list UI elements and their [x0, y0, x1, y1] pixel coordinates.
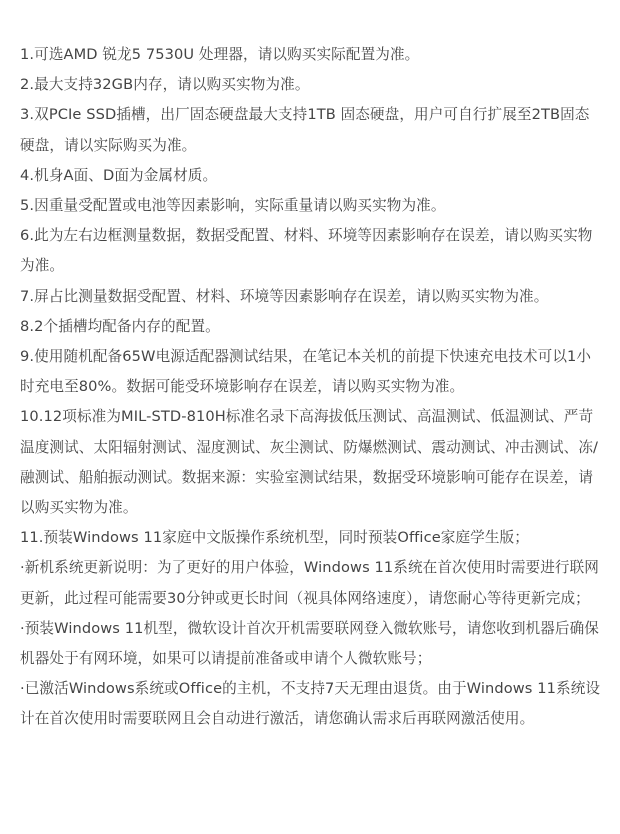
- note-activation-return-policy: ·已激活Windows系统或Office的主机，不支持7天无理由退货。由于Windows 11系统设计在首次使用时需要联网且会自动进行激活，请您确认需求后再联网激活使用。: [20, 680, 601, 728]
- note-7-screen-ratio: 7.屏占比测量数据受配置、材料、环境等因素影响存在误差，请以购买实物为准。: [20, 287, 549, 305]
- note-3-ssd-slots: 3.双PCIe SSD插槽，出厂固态硬盘最大支持1TB 固态硬盘，用户可自行扩展至2TB固态硬盘，请以实际购买为准。: [20, 106, 590, 154]
- note-11-preinstalled-os: 11.预装Windows 11家庭中文版操作系统机型，同时预装Office家庭学生版；: [20, 529, 529, 547]
- note-9-fast-charging: 9.使用随机配备65W电源适配器测试结果，在笔记本关机的前提下快速充电技术可以1小时充电至80%。数据可能受环境影响存在误差，请以购买实物为准。: [20, 348, 592, 396]
- note-10-mil-std-tests: 10.12项标准为MIL-STD-810H标准名录下高海拔低压测试、高温测试、低温测试、严苛温度测试、太阳辐射测试、湿度测试、灰尘测试、防爆燃测试、震动测试、冲击测试、冻/融测试、船舶振动测试。数据来源：实验室测试结果，数据受环境影响可能存在误差，请以购买实物为准。: [20, 408, 599, 517]
- note-1-processor: 1.可选AMD 锐龙5 7530U 处理器，请以购买实际配置为准。: [20, 46, 420, 63]
- note-8-memory-slots: 8.2个插槽均配备内存的配置。: [20, 317, 220, 335]
- note-6-bezel-measurement: 6.此为左右边框测量数据，数据受配置、材料、环境等因素影响存在误差，请以购买实物为准。: [20, 227, 593, 275]
- note-microsoft-account: ·预装Windows 11机型，微软设计首次开机需要联网登入微软账号，请您收到机器后确保机器处于有网环境，如果可以请提前准备或申请个人微软账号；: [20, 619, 599, 668]
- note-5-weight: 5.因重量受配置或电池等因素影响，实际重量请以购买实物为准。: [20, 197, 446, 215]
- note-2-memory: 2.最大支持32GB内存，请以购买实物为准。: [20, 76, 310, 94]
- note-4-chassis-material: 4.机身A面、D面为金属材质。: [20, 166, 218, 184]
- note-system-update: ·新机系统更新说明：为了更好的用户体验，Windows 11系统在首次使用时需要进行联网更新，此过程可能需要30分钟或更长时间（视具体网络速度），请您耐心等待更新完成；: [20, 559, 599, 607]
